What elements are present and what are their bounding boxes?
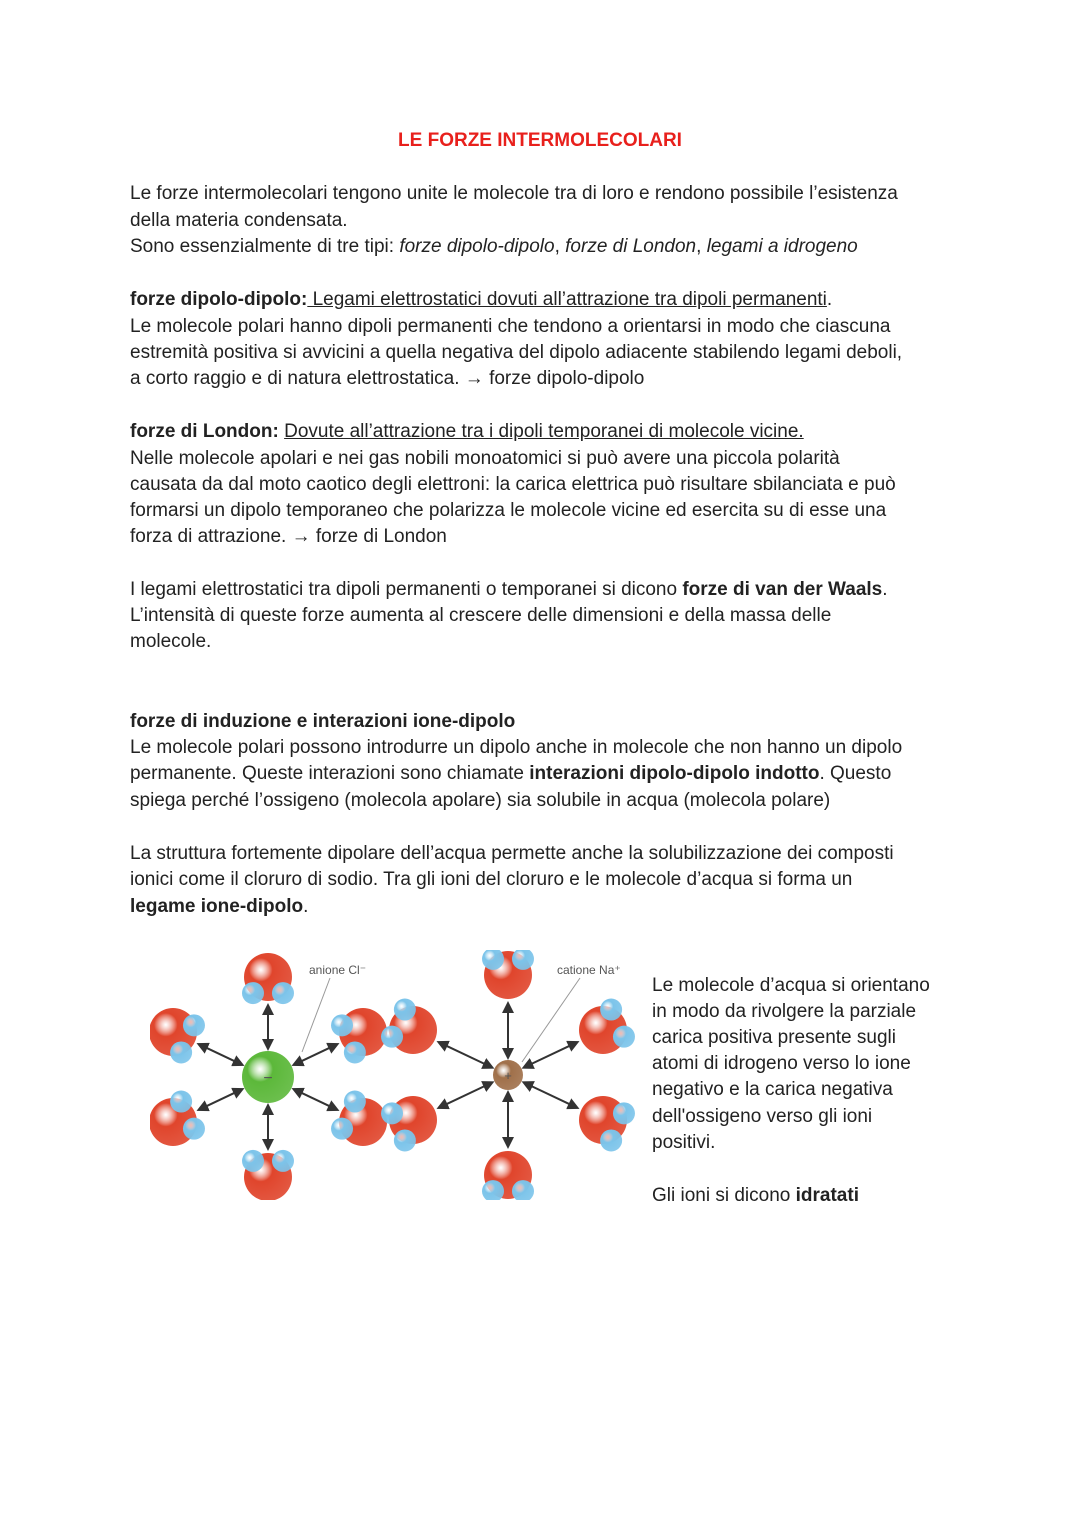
hydrogen-atom bbox=[394, 1129, 416, 1151]
water-molecule bbox=[331, 1008, 387, 1063]
underlined-text: Legami elettrostatici dovuti all’attrazione tra dipoli permanenti bbox=[307, 289, 827, 310]
text: carica positiva presente sugli bbox=[652, 1027, 896, 1048]
text-line bbox=[130, 419, 804, 445]
text-line bbox=[130, 735, 902, 761]
hydrogen-atom bbox=[381, 1102, 403, 1124]
text: . bbox=[826, 289, 833, 310]
hydrogen-atom bbox=[613, 1026, 635, 1048]
hydrogen-atom bbox=[183, 1118, 205, 1140]
italic-text: forze dipolo-dipolo bbox=[399, 236, 555, 257]
text: negativo e la carica negativa bbox=[652, 1079, 893, 1100]
hydrogen-atom bbox=[331, 1118, 353, 1140]
text: dell'ossigeno verso gli ioni bbox=[652, 1106, 873, 1127]
text-line bbox=[130, 234, 858, 260]
text-line bbox=[652, 1130, 715, 1156]
hydrogen-atom bbox=[394, 999, 416, 1021]
label-leader bbox=[302, 978, 330, 1052]
hydrogen-atom bbox=[381, 1026, 403, 1048]
hydrogen-atom bbox=[170, 1041, 192, 1063]
text: causata da dal moto caotico degli elettroni: la carica elettrica può risultare sbilanciata e può bbox=[130, 474, 896, 495]
hydrogen-atom bbox=[272, 1150, 294, 1172]
hydrogen-atom bbox=[242, 982, 264, 1004]
text: atomi di idrogeno verso lo ione bbox=[652, 1053, 911, 1074]
text: ionici come il cloruro di sodio. Tra gli ioni del cloruro e le molecole d’acqua si forma un bbox=[130, 869, 853, 890]
interaction-arrow bbox=[442, 1084, 489, 1106]
text-line bbox=[130, 841, 894, 867]
text-line bbox=[652, 1051, 911, 1077]
water-molecule bbox=[482, 1151, 534, 1200]
water-molecule bbox=[242, 953, 294, 1004]
italic-text: legami a idrogeno bbox=[706, 236, 858, 257]
hydrogen-atom bbox=[600, 1129, 622, 1151]
interaction-arrow bbox=[202, 1091, 239, 1109]
text-line bbox=[130, 366, 644, 392]
bold-text: forze di van der Waals bbox=[682, 579, 883, 600]
text-line bbox=[130, 577, 888, 603]
bold-text: legame ione-dipolo bbox=[130, 896, 304, 917]
text-line bbox=[130, 709, 515, 735]
text: estremità positiva si avvicini a quella negativa del dipolo adiacente stabilendo legami deboli, bbox=[130, 342, 903, 363]
text: a corto raggio e di natura elettrostatica. → forze dipolo-dipolo bbox=[130, 368, 645, 389]
text-line bbox=[130, 287, 832, 313]
text-line bbox=[652, 1077, 893, 1103]
text: La struttura fortemente dipolare dell’acqua permette anche la solubilizzazione dei composti bbox=[130, 843, 894, 864]
anion-charge-sign: − bbox=[263, 1070, 273, 1087]
interaction-arrow bbox=[442, 1044, 489, 1066]
text: della materia condensata. bbox=[130, 210, 348, 231]
text-line bbox=[130, 788, 830, 814]
bold-text: forze dipolo-dipolo: bbox=[130, 289, 308, 310]
water-molecule bbox=[150, 1008, 205, 1063]
interaction-arrow bbox=[202, 1046, 239, 1064]
text: Le molecole polari hanno dipoli permanenti che tendono a orientarsi in modo che ciascuna bbox=[130, 316, 891, 337]
hydrogen-atom bbox=[272, 982, 294, 1004]
text-line bbox=[130, 498, 886, 524]
text: Le molecole d’acqua si orientano bbox=[652, 975, 930, 996]
text: molecole. bbox=[130, 631, 212, 652]
text-line bbox=[130, 340, 902, 366]
text: Sono essenzialmente di tre tipi: bbox=[130, 236, 400, 257]
hydrogen-atom bbox=[242, 1150, 264, 1172]
interaction-arrow bbox=[297, 1046, 334, 1064]
text: Le forze intermolecolari tengono unite le molecole tra di loro e rendono possibile l’esistenza bbox=[130, 183, 898, 204]
text: Nelle molecole apolari e nei gas nobili monoatomici si può avere una piccola polarità bbox=[130, 448, 840, 469]
bold-text: forze di London: bbox=[130, 421, 279, 442]
hydrogen-atom bbox=[344, 1091, 366, 1113]
text-line bbox=[130, 761, 891, 787]
text: forza di attrazione. → forze di London bbox=[130, 526, 447, 547]
text: permanente. Queste interazioni sono chiamate bbox=[130, 763, 530, 784]
bold-text: interazioni dipolo-dipolo indotto bbox=[529, 763, 820, 784]
bold-text: idratati bbox=[795, 1185, 859, 1206]
hydrogen-atom bbox=[344, 1041, 366, 1063]
water-molecule bbox=[482, 950, 534, 999]
cation-charge-sign: + bbox=[504, 1068, 512, 1083]
text: , bbox=[554, 236, 566, 257]
water-molecule bbox=[242, 1150, 294, 1200]
text-line bbox=[130, 629, 211, 655]
text: . bbox=[882, 579, 888, 600]
text: positivi. bbox=[652, 1132, 716, 1153]
text-line bbox=[130, 472, 896, 498]
italic-text: forze di London bbox=[565, 236, 697, 257]
interaction-arrow bbox=[297, 1091, 334, 1109]
text-line bbox=[130, 867, 852, 893]
text: , bbox=[696, 236, 707, 257]
hydrogen-atom bbox=[613, 1102, 635, 1124]
text-line bbox=[652, 973, 930, 999]
text: spiega perché l’ossigeno (molecola apolare) sia solubile in acqua (molecola polare) bbox=[130, 790, 831, 811]
cation-label: catione Na⁺ bbox=[557, 963, 621, 977]
text: . Questo bbox=[819, 763, 892, 784]
underlined-text: Dovute all’attrazione tra i dipoli temporanei di molecole vicine. bbox=[284, 421, 804, 442]
text-line bbox=[652, 1025, 896, 1051]
anion-label: anione Cl⁻ bbox=[309, 963, 367, 977]
text-line bbox=[130, 603, 831, 629]
interaction-arrow bbox=[527, 1044, 574, 1066]
label-leader bbox=[522, 978, 580, 1062]
hydration-diagram bbox=[150, 950, 640, 1200]
text-line bbox=[130, 894, 308, 920]
water-molecule bbox=[381, 999, 437, 1054]
text: in modo da rivolgere la parziale bbox=[652, 1001, 917, 1022]
page-title: LE FORZE INTERMOLECOLARI bbox=[398, 130, 682, 151]
text: I legami elettrostatici tra dipoli permanenti o temporanei si dicono bbox=[130, 579, 683, 600]
interaction-arrow bbox=[527, 1084, 574, 1106]
text-line bbox=[130, 446, 840, 472]
text: formarsi un dipolo temporaneo che polarizza le molecole vicine ed esercita su di esse una bbox=[130, 500, 887, 521]
bold-text: forze di induzione e interazioni ione-dipolo bbox=[130, 711, 516, 732]
text: L’intensità di queste forze aumenta al crescere delle dimensioni e della massa delle bbox=[130, 605, 832, 626]
hydrogen-atom bbox=[170, 1091, 192, 1113]
text-line bbox=[652, 1104, 872, 1130]
hydrogen-atom bbox=[600, 999, 622, 1021]
text-line bbox=[130, 524, 447, 550]
water-molecule bbox=[150, 1091, 205, 1146]
water-molecule bbox=[579, 999, 635, 1054]
text-line bbox=[130, 208, 348, 234]
water-molecule bbox=[331, 1091, 387, 1146]
hydrogen-atom bbox=[183, 1014, 205, 1036]
text: . bbox=[303, 896, 309, 917]
text: Gli ioni si dicono bbox=[652, 1185, 796, 1206]
text-line bbox=[652, 1183, 859, 1209]
text: Le molecole polari possono introdurre un dipolo anche in molecole che non hanno un dipolo bbox=[130, 737, 903, 758]
text-line bbox=[130, 314, 890, 340]
text-line bbox=[130, 181, 898, 207]
text-line bbox=[652, 999, 916, 1025]
water-molecule bbox=[381, 1096, 437, 1151]
water-molecule bbox=[579, 1096, 635, 1151]
hydrogen-atom bbox=[331, 1014, 353, 1036]
